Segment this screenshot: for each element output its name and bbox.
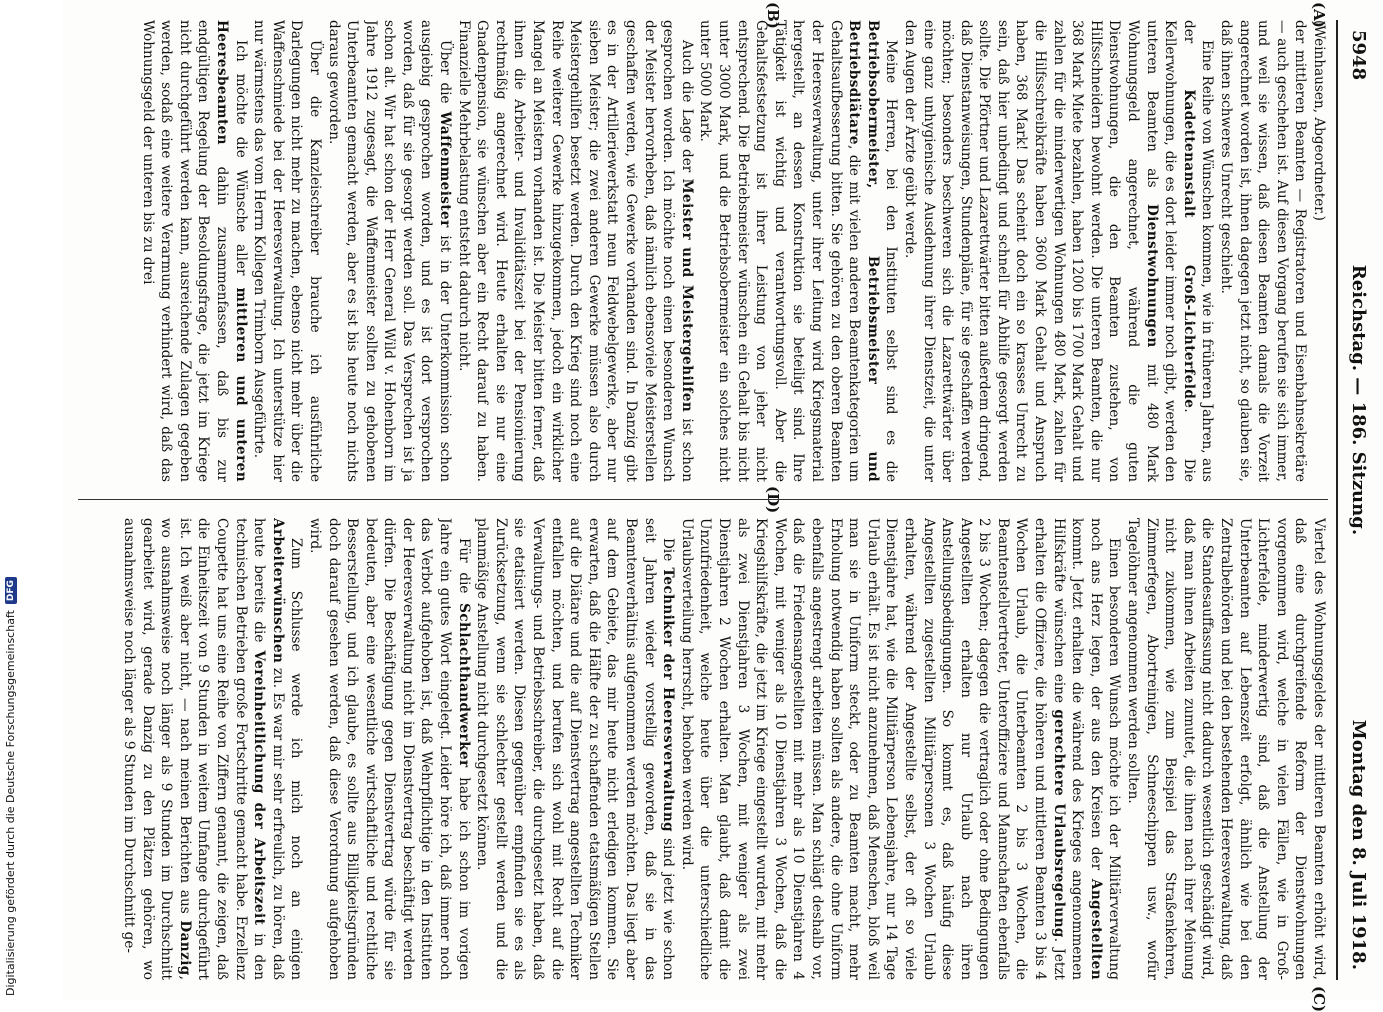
margin-marker-d: (D) — [764, 486, 782, 514]
emphasized-term: Angestellten — [1087, 878, 1104, 980]
paragraph: Die Techniker der Heeresverwaltung sind jetzt wie schon seit Jahren wieder vorstellig geworden, daß sie in das Beamtenverhältnis aufgenommen werden möchten. Das liegt aber auf dem Gebiete, das mir heute nicht erledigen kommen. Sie erwarten, daß die Hälfte der zu schaffenden etatsmäßigen Stellen auf die Diätare und die auf Dienstvertrag angestellten Techniker entfallen möchten, und berufen sich wohl mit Recht auf die Verwaltungs- und Betriebsschreiber, die durchgesetzt haben, daß sie etatisiert werden. Diesen gegenüber empfinden sie es als Zurücksetzung, wenn sie schlechter gestellt werden und die planmäßige Anstellung nicht durchgesetzt können. — [474, 518, 677, 980]
text-column-right — [78, 518, 1328, 980]
emphasized-term: Danzig — [176, 920, 193, 976]
paragraph: (Weinhausen, Abgeordneter.) — [1311, 20, 1327, 221]
paragraph: Eine Reihe von Wünschen kommen, wie in früheren Jahren, aus der Kadettenanstalt Groß-Lichterfelde. Die Kellerwohnungen, die es dort leider immer noch gibt, werden den unteren Beamten als Dienstwohnungen mit 480 Mark Wohnungsgeld angerechnet, während die guten Dienstwohnungen, die den Beamten zustehen, von Hilfsschneidern bewohnt werden. Die unteren Beamten, die nur 368 Mark Miete bezahlen, haben 1200 bis 1700 Mark Gehalt und zahlen für die minderwertigen Wohnungen 480 Mark, zahlen für die Hilfsschreibkräfte haben 3600 Mark Gehalt und Anspruch haben, 368 Mark! Das scheint doch ein so krasses Unrecht zu sein, daß hier unbedingt und schnell für Abhilfe gesorgt werden sollte. Die Pförtner und Lazarettwärter bitten außerdem dringend, daß Dienstanweisungen, Stundenpläne, für sie geschaffen werden möchten; besonders beschweren sich die Lazarettwärter über eine ganz unhygienische Ausdehnung ihrer Dienstzeit, die unter den Augen der Ärzte geübt werde. — [901, 20, 1216, 482]
paragraph: Über die Waffenmeister ist in der Unterkommission schon ausgiebig gesprochen worden, und es ist dort versprochen worden, daß für sie gesorgt werden soll. Das Versprechen ist ja schon alt. Wir hat schon der Herr General Wild v. Hohenborn im Jahre 1912 zugesagt, die Waffenmeister sollten zu gehobenen Unterbeamten gemacht werden, aber es ist bis heute noch nichts daraus geworden. — [325, 20, 454, 482]
paragraph: Meine Herren, bei den Instituten selbst sind es die Betriebsobermeister, Betriebsmeister und Betriebsdiätare, die mit vielen anderen Beamtenkategorien um Gehaltsaufbesserung bitten. Sie gehören zu den oberen Beamten der Heeresverwaltung, unter ihrer Leitung wird Kriegsmaterial hergestellt, an dessen Konstruktion sie beteiligt sind. Ihre Tätigkeit ist wichtig und verantwortungsvoll. Aber die Gehaltsfestsetzung ist ihrer Leistung von jeher nicht entsprechend. Die Betriebsmeister wünschen ein Gehalt bis nicht unter 3000 Mark, und die Betriebsobermeister ein solches nicht unter 5000 Mark. — [697, 20, 900, 482]
funding-footer — [4, 6, 17, 996]
paragraph: Einen besonderen Wunsch möchte ich der Militärverwaltung noch ans Herz legen, der aus den Kreisen der Angestellten kommt. Jetzt erhalten die während des Krieges angenommenen Hilfskräfte wünschen eine gerechtere Urlaubsregelung. Jetzt erhalten die Offiziere, die höheren und mittleren Beamten 3 bis 4 Wochen Urlaub, die Unterbeamten 2 bis 3 Wochen, die Beamtenstellvertreter, Unteroffiziere und Mannschaften ebenfalls 2 bis 3 Wochen; dagegen die vertraglich oder ohne Bedingungen Angestellten erhalten nur Urlaub nach ihren Anstellungsbedingungen. So kommt es, daß häufig diese Angestellten zugestellten Militärpersonen 3 Wochen Urlaub erhalten, während der Angestellte selbst, der oft so viele Dienstjahre hat, wie die Militärperson Lebensjahre, nur 14 Tage Urlaub erhält. Es ist nicht anzunehmen, daß Menschen, bloß weil man sie in Uniform steckt, oder zu Beamten macht, mehr Erholung notwendig haben sollten als andere, die ohne Uniform ebenfalls angestrengt arbeiten müssen. Man schlägt deshalb vor, daß die Friedensangestellten mit mehr als 10 Dienstjahren 4 Wochen, mit weniger als 10 Dienstjahren 3 Wochen, daß die Kriegshilfskräfte, die jetzt im Kriege eingestellt wurden, mit mehr als zwei Dienstjahren 3 Wochen, mit weniger als zwei Dienstjahren 2 Wochen erhalten. Man glaubt, daß damit die Unzufriedenheit, welche heute über die unterschiedliche Urlaubsverteilung herrscht, behoben werden wird. — [678, 518, 1123, 980]
emphasized-term: Techniker der Heeresverwaltung — [660, 567, 677, 833]
page-date: Montag den 8. Juli 1918. — [1348, 719, 1370, 970]
text-column-left — [78, 20, 1328, 482]
emphasized-term: Kadettenanstalt Groß-Lichterfelde — [1180, 89, 1197, 409]
paragraph: der mittleren Beamten — Registratoren und Eisenbahnsekretäre — auch geschehen ist. Auf diesen Vorgang berufen sie sich immer, und weil sie wissen, daß diesen Beamten damals die Vorzeit angerechnet worden ist, ihnen dagegen jetzt nicht, so glauben sie, daß ihnen schweres Unrecht geschieht. — [1218, 20, 1309, 482]
margin-marker-c: (C) — [1310, 986, 1328, 1012]
page-header — [1342, 30, 1376, 970]
newspaper-page — [62, 0, 1382, 1012]
emphasized-term: mittleren und unteren Heeresbeamten — [213, 20, 249, 482]
emphasized-term: Waffenmeister — [437, 111, 454, 228]
paragraph: Über die Kanzleischreiber brauche ich ausführliche Darlegungen nicht mehr zu machen, ebenso nicht mehr über die Waffenschmiede bei der Heeresverwaltung. Ich unterstütze hier nur wärmstens das vom Herrn Kollegen Trimborn Ausgeführte. — [251, 20, 323, 482]
paragraph: Ich möchte die Wünsche aller mittleren und unteren Heeresbeamten dahin zusammenfassen, daß bis zur endgültigen Regelung der Besoldungsfrage, die jetzt im Kriege nicht durchgeführt werden kann, ausreichende Zulagen gegeben werden, sodaß eine weitere Verarmung verhindert wird, daß das Wohnungsgeld der unteren bis zu drei — [139, 20, 249, 482]
header-rule — [1336, 20, 1338, 980]
margin-marker-b: (B) — [764, 2, 782, 29]
column-divider — [78, 499, 1328, 500]
emphasized-term: gerechtere Urlaubsregelung — [1050, 709, 1067, 938]
emphasized-term: Betriebsobermeister, Betriebsmeister und Betriebsdiätare — [846, 20, 881, 482]
margin-marker-a: (A) — [1310, 2, 1328, 28]
paragraph: Viertel des Wohnungsgeldes der mittleren Beamten erhöht wird, daß eine durchgreifende Reform der Dienstwohnungen vorgenommen wird, welche in vielen Fällen, wie in Groß-Lichterfelde, minderwertig sind, daß die Anstellung der Unterbeamten auf Lebenszeit erfolgt, ähnlich wie bei den Zentralbehörden und bei den bestehenden Heeresverwaltung, daß die Standesauffassung nicht dadurch wesentlich geschädigt wird, daß man ihnen Arbeiten zumutet, die ihnen nach ihrer Meinung nicht zukommen, wie zum Beispiel das Straßenkehren, Zimmerfegen, Abortreinigen, Schneeschippen usw., wofür Tagelöhner angenommen werden sollten. — [1125, 518, 1327, 980]
page-title: Reichstag. — 186. Sitzung. — [1348, 264, 1370, 536]
footer-text: Digitalisierung gefördert durch die Deutsche Forschungsgemeinschaft — [4, 610, 17, 996]
paragraph: Auch die Lage der Meister und Meistergehilfen ist schon gesprochen worden. Ich möchte noch einen besonderen Wunsch der Meister hervorheben, daß nämlich ebensoviele Meisterstellen geschaffen werden, wie Gewerke vorhanden sind. In Danzig gibt es in der Artilleriewerkstatt neun Feldwebelgewerke, aber nur sieben Meister; die zwei anderen Gewerke müssen also durch Meistergehilfen besetzt werden. Durch den Krieg sind noch eine Reihe weiterer Gewerke hinzugekommen, jedoch ein wirklicher Mangel an Meistern vorhanden ist. Die Meister bitten ferner, daß ihnen die Arbeiter- und Invaliditätszeit bei der Pensionierung rechtmäßig angerechnet wird. Heute erhalten sie nur eine Gnadenpension, sie wünschen aber ein Recht darauf zu haben. Finanzielle Mehrbelastung entsteht dadurch nicht. — [455, 20, 695, 482]
dfg-logo: DFG — [5, 577, 17, 604]
emphasized-term: Dienstwohnungen — [1143, 203, 1160, 348]
emphasized-term: Vereinheitlichung der Arbeitszeit — [251, 650, 268, 926]
emphasized-term: Schlachthandwerker — [455, 603, 472, 768]
paragraph: Für die Schlachthandwerker habe ich schon im vorigen Jahre ein gutes Wort eingelegt. Leider höre ich, daß immer noch das Verbot aufgehoben ist, daß Wehrpflichtige in den Instituten der Heeresverwaltung nicht im Dienstvertrag beschäftigt werden dürfen. Die Beschäftigung gegen Dienstvertrag würde für sie bedeuten, aber eine wesentliche wirtschaftliche und rechtliche Besserstellung, und ich glaube, es sollte aus Billigkeitsgründen doch darauf gesehen werden, daß diese Verordnung aufgehoben wird. — [306, 518, 472, 980]
emphasized-term: Arbeiterwünschen — [269, 518, 286, 664]
paragraph: Zum Schlusse werde ich mich noch an einigen Arbeiterwünschen zu. Es war mir sehr erfreulich, zu hören, daß heute bereits die Vereinheitlichung der Arbeitszeit in den technischen Betrieben große Fortschritte gemacht habe. Erzellenz Coupette hat uns eine Reihe von Ziffern genannt, die zeigen, daß die Einheitszeit von 9 Stunden in weitem Umfange durchgeführt ist. Ich weiß aber nicht, — nach meinen Berichten aus Danzig, wo ausnahmsweise noch länger als 9 Stunden im Durchschnitt gearbeitet wird, gerade Danzig zu den Plätzen gehören, wo ausnahmsweise noch länger als 9 Stunden im Durchschnitt ge- — [121, 518, 305, 980]
emphasized-term: Meister und Meistergehilfen — [678, 178, 695, 413]
footer-bar — [0, 0, 22, 1000]
page-number: 5948 — [1348, 30, 1370, 81]
